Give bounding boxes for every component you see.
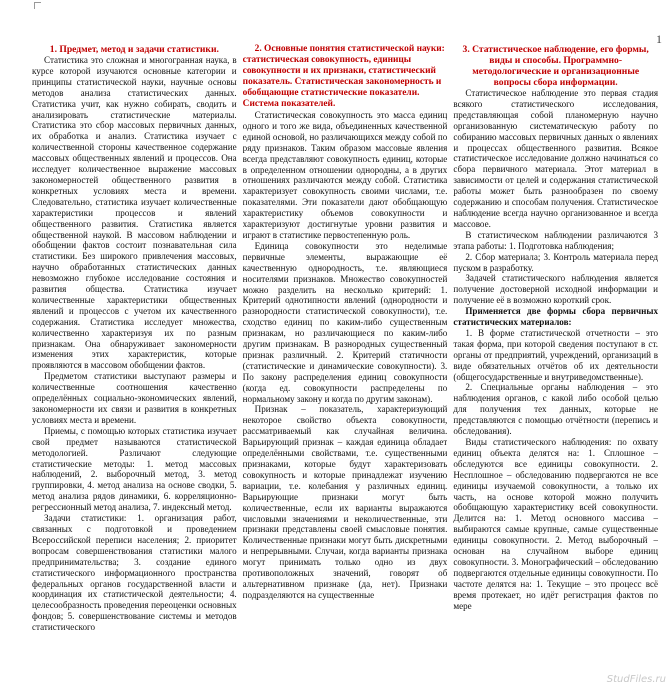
page-number: 1 [656, 32, 662, 46]
section-1-paragraph-4: Задачи статистики: 1. организация работ, связанных с подготовкой и проведением Всероссийской переписи населения; 2. приоритет вопросам совершенствования статистики малого предпринимательства; 3. создание единого статистического информационного пространства федеральных органов государственной власти и координация их статистической деятельности; 4. целесообразность проведения переоценки основных фондов; 5. совершенствование системы и методов статистического [32, 513, 237, 633]
section-2-paragraph-1: Статистическая совокупность это масса единиц одного и того же вида, объединенных качественной единой основой, но различающихся между собой по ряду признаков. Таким образом массовые явления всегда представляют совокупность единиц, которые в определенном отношении однородны, а в других отношениях различаются между собой. Статистика характеризует совокупность своими числами, т.е. показателями. Эти показатели дают обобщающую характеристику объемов совокупности и характеризуют достигнутые уровни развития и играют в статистике первостепенную роль. [242, 110, 448, 240]
document-columns [32, 44, 658, 689]
section-1-paragraph-3: Приемы, с помощью которых статистика изучает свой предмет называются статистической методологией. Различают следующие статистические методы: 1. метод массовых наблюдений, 2. выборочный метод, 3. метод группировки, 4. метод анализа на основе сводки, 5. метод анализа рядов динамики, 6. корреляционно-регрессионный метод анализа, 7. индексный метод. [32, 425, 237, 513]
section-3-paragraph-3: 2. Сбор материала; 3. Контроль материала перед пуском в разработку. [453, 251, 658, 273]
section-1-heading: 1. Предмет, метод и задачи статистики. [49, 44, 219, 55]
section-3-paragraph-7: 2. Специальные органы наблюдения – это наблюдения органов, с какой либо особой целью для получения тех данных, которые не представляются с помощью отчётности (перепись и обследования). [453, 382, 658, 437]
column-3 [453, 44, 658, 689]
section-3-heading: 3. Статистическое наблюдение, его формы, виды и способы. Программно-методологические и организационные вопросы сбора информации. [462, 44, 649, 88]
section-3-paragraph-6: 1. В форме статистической отчетности – это такая форма, при которой сведения поступают в ст. органы от предприятий, учреждений, организаций в виде обязательных отчётов об их деятельности (общегосударственные и внутриведомственные). [453, 327, 658, 382]
column-1 [32, 44, 237, 689]
section-2-paragraph-3: Признак – показатель, характеризующий некоторое свойство объекта совокупности, рассматриваемый как случайная величина. Варьирующий признак – каждая единица обладает определёнными свойствами, т.е. существенными признаками, которые будут характеризовать совокупность и которые принадлежат изучению вариации, т.е. колебания у различных единиц. Варьирующие признаки могут быть количественные, если их варианты выражаются числовыми значениями и неколичественные, эти признаки представлены своей смысловые понятия. Количественные признаки могут быть дискретными и непрерывными. Случаи, когда варианты признака могут принимать только одно из двух противоположных значений, говорят об альтернативном признаке (да, нет). Признаки подразделяются на существенные [242, 404, 448, 600]
watermark: StudFiles.ru [606, 674, 666, 685]
section-3-paragraph-1: Статистическое наблюдение это первая стадия всякого статистического исследования, представляющая собой планомерную научно организованную систематическую работу по собиранию массовых первичных данных о явлениях и процессах общественного развития. Всякое статистическое исследование должно начинаться со сбора первичного материала. Этот материал в зависимости от целей и содержания статистической работы может быть разнообразен по своему содержанию и способам получения. Статистическое наблюдение всегда научно организованное и всегда массовое. [453, 88, 658, 229]
section-3-forms-heading: Применяется две формы сбора первичных статистических материалов: [453, 306, 658, 328]
section-2-heading: 2. Основные понятия статистической науки: статистическая совокупность, единицы совокупности и их признаки, статистический показатель. Статистическая закономерность и обобщающие статистические показатели. Система показателей. [242, 44, 445, 109]
section-1-paragraph-1: Статистика это сложная и многогранная наука, в курсе которой изучаются основные категории и принципы статистической науки, научные основы методов анализа статистических данных. Статистика учит, как нужно собирать, сводить и анализировать статистические материалы. Статистика это сбор массовых первичных данных, их обработка и анализ. Статистика изучает с количественной стороны качественное содержание массовых общественных явлений и процессов. Она исследует количественное выражение массовых закономерностей общественного развития в конкретных условиях места и времени. Следовательно, статистика изучает количественные характеристики процессов и явлений общественного развития. Статистика является общественной наукой. В массовом наблюдении и обобщении фактов состоит познавательная сила статистики. Без широкого привлечения массовых, научно обработанных статистических данных невозможно глубокое исследование состояния и развития общества. Статистика изучает количественные характеристики общественных явлений и процессов с учетом их качественного содержания. Статистика исследует множества, количественно характеризуя их по разным признакам. Она обнаруживает закономерности изменения этих характеристик, которые проявляются в массовом обобщении фактов. [32, 55, 237, 371]
section-2-paragraph-2: Единица совокупности это неделимые первичные элементы, выражающие её качественную однородность, т.е. являющиеся носителями признаков. Множество совокупностей можно разделить на несколько критерий: 1. Критерий однотипности явлений (однородности и разнородности статистической совокупности), т.е. сходство единиц по каким-либо существенным признакам, но различающиеся по каким-либо другим признакам. В разнородных существенный признак различный. 2. Критерий статичности (статистические и динамические совокупности). 3. По закону распределения единиц совокупности (когда ед. совокупности распределены по нормальному закону и когда по другим законам). [242, 240, 448, 404]
section-3-paragraph-8: Виды статистического наблюдения: по охвату единиц объекта делятся на: 1. Сплошное – обследуются все единицы совокупности. 2. Несплошное – обследованию подвергаются не все единицы изучаемой совокупности, а только их часть, на основе которой можно получить обобщающую характеристику всей совокупности. Делится на: 1. Метод основного массива – выбираются самые крупные, самые существенные единицы совокупности. 2. Метод выборочный – основан на случайном выборе единиц совокупности. 3. Монографический – обследованию подвергаются отдельные единицы совокупности. По частоте делятся на: 1. Текущие – это процесс всё время протекает, но идёт регистрация фактов по мере [453, 437, 658, 611]
corner-crop-mark [34, 2, 41, 9]
section-1-paragraph-2: Предметом статистики выступают размеры и количественные соотношения качественно определённых социально-экономических явлений, закономерности их связи и развития в конкретных условиях места и времени. [32, 371, 237, 425]
column-2 [243, 44, 448, 689]
section-3-paragraph-4: Задачей статистического наблюдения является получение достоверной исходной информации и получение её в возможно короткий срок. [453, 273, 658, 306]
section-3-paragraph-2: В статистическом наблюдении различаются 3 этапа работы: 1. Подготовка наблюдения; [453, 229, 658, 251]
